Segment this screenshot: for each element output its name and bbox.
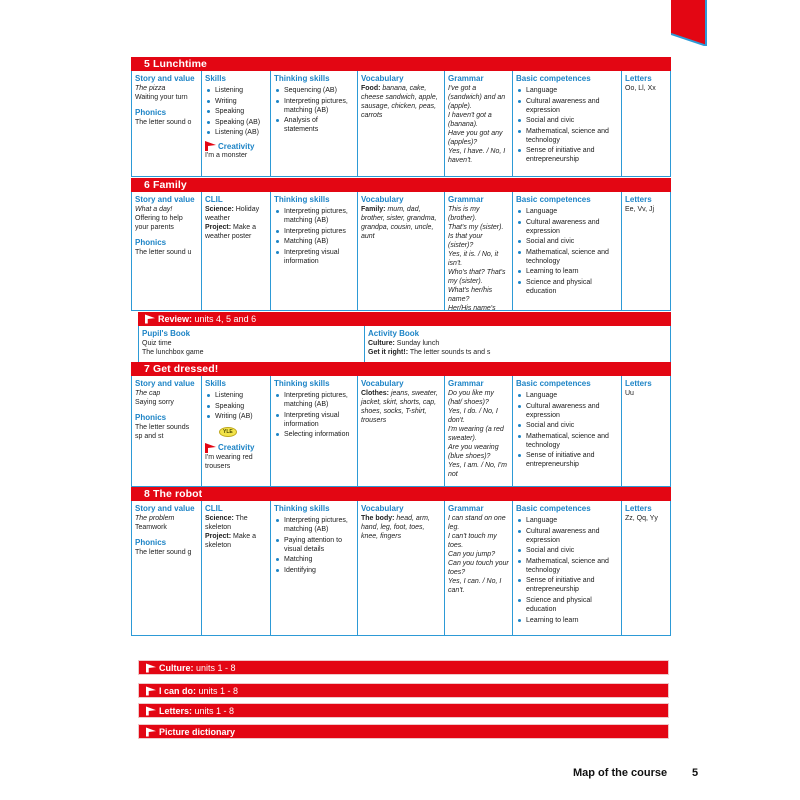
letters-heading: Letters <box>625 504 652 513</box>
unit-grid <box>131 71 671 177</box>
culture-text: Sunday lunch <box>396 340 440 347</box>
culture-label: Culture: <box>368 340 395 347</box>
get-it-right-label: Get it right!: <box>368 349 409 356</box>
unit-title-bar <box>131 362 671 376</box>
competence-item: Learning to learn <box>516 616 618 625</box>
get-it-right-text: The letter sounds ts and s <box>409 349 491 356</box>
competence-item: Mathematical, science and technology <box>516 557 618 575</box>
story-column <box>132 192 202 310</box>
grammar-line: Her/His name's <box>448 305 496 312</box>
competence-item: Cultural awareness and expression <box>516 527 618 545</box>
story-heading: Story and value <box>135 379 195 388</box>
grammar-line: I'm wearing (a red sweater). <box>448 426 504 442</box>
clil-column <box>202 501 271 635</box>
grammar-line: Yes, I am. / No, I'm not <box>448 462 507 478</box>
competence-item: Language <box>516 207 618 216</box>
thinking-heading: Thinking skills <box>274 504 330 513</box>
vocabulary-heading: Vocabulary <box>361 504 404 513</box>
unit-title-bar <box>131 487 671 501</box>
competence-item: Mathematical, science and technology <box>516 248 618 266</box>
phonics-heading: Phonics <box>135 108 167 117</box>
unit-7-section <box>131 362 671 487</box>
flag-icon <box>146 727 156 737</box>
culture-strip <box>138 660 669 675</box>
competence-item: Language <box>516 86 618 95</box>
letters-text: Ee, Vv, Jj <box>625 206 655 213</box>
grammar-line: That's my (sister). <box>448 224 504 231</box>
flag-icon <box>145 314 155 324</box>
strip-label: Culture: <box>159 663 194 673</box>
thinking-item: Sequencing (AB) <box>274 86 354 95</box>
story-heading: Story and value <box>135 195 195 204</box>
competence-item: Mathematical, science and technology <box>516 432 618 450</box>
review-bar <box>138 312 671 326</box>
skill-item: Listening <box>205 86 267 95</box>
grammar-line: Yes, I do. / No, I don't. <box>448 408 498 424</box>
letters-text: Zz, Qq, Yy <box>625 515 658 522</box>
grammar-line: Can you touch your toes? <box>448 560 509 576</box>
thinking-heading: Thinking skills <box>274 195 330 204</box>
i-can-do-strip <box>138 683 669 698</box>
review-label: Review: <box>158 314 193 324</box>
letters-text: Uu <box>625 390 634 397</box>
thinking-item: Identifying <box>274 566 354 575</box>
competence-item: Science and physical education <box>516 278 618 296</box>
skill-item: Listening (AB) <box>205 128 267 137</box>
letters-heading: Letters <box>625 195 652 204</box>
thinking-item: Paying attention to visual details <box>274 536 354 554</box>
strip-label: Letters: <box>159 706 193 716</box>
story-title: The pizza <box>135 85 166 92</box>
grammar-column <box>445 501 513 635</box>
story-title: What a day! <box>135 206 173 213</box>
vocabulary-heading: Vocabulary <box>361 74 404 83</box>
thinking-heading: Thinking skills <box>274 379 330 388</box>
competence-item: Sense of initiative and entrepreneurship <box>516 451 618 469</box>
clil-column <box>202 192 271 310</box>
picture-dictionary-strip <box>138 724 669 739</box>
clil-heading: CLIL <box>205 195 223 204</box>
grammar-line: I can't touch my toes. <box>448 533 497 549</box>
creativity-text: I'm wearing red trousers <box>205 453 253 470</box>
vocabulary-words: mum, dad, brother, sister, grandma, grandpa, cousin, uncle, aunt <box>361 206 437 240</box>
thinking-item: Interpreting pictures, matching (AB) <box>274 391 354 409</box>
competences-heading: Basic competences <box>516 74 591 83</box>
flag-icon <box>205 443 216 453</box>
unit-title: 6 Family <box>144 179 187 191</box>
phonics-heading: Phonics <box>135 538 167 547</box>
grammar-line: Who's that? That's my (sister). <box>448 269 506 285</box>
thinking-item: Interpreting visual information <box>274 411 354 429</box>
competence-item: Language <box>516 391 618 400</box>
grammar-line: I can stand on one leg. <box>448 515 506 531</box>
story-heading: Story and value <box>135 74 195 83</box>
thinking-item: Interpreting pictures, matching (AB) <box>274 97 354 115</box>
competences-column <box>513 192 622 310</box>
vocabulary-label: Clothes: <box>361 390 389 397</box>
thinking-item: Interpreting pictures <box>274 227 354 236</box>
review-units: units 4, 5 and 6 <box>194 314 257 324</box>
grammar-heading: Grammar <box>448 74 484 83</box>
skills-column <box>202 71 271 176</box>
grammar-column <box>445 376 513 486</box>
thinking-item: Interpreting pictures, matching (AB) <box>274 207 354 225</box>
skill-item: Listening <box>205 391 267 400</box>
grammar-heading: Grammar <box>448 504 484 513</box>
creativity-heading: Creativity <box>218 443 255 453</box>
thinking-item: Matching (AB) <box>274 237 354 246</box>
unit-title-bar <box>131 57 671 71</box>
pupils-book-line: Quiz time <box>142 340 172 347</box>
creativity-text: I'm a monster <box>205 152 248 160</box>
story-value: Waiting your turn <box>135 94 188 101</box>
vocabulary-label: Family: <box>361 206 386 213</box>
vocabulary-words: banana, cake, cheese sandwich, apple, sausage, chicken, peas, carrots <box>361 85 438 119</box>
clil-science-text: Holiday weather <box>205 206 260 222</box>
grammar-line: I've got a (sandwich) and an (apple). <box>448 85 506 110</box>
clil-project-label: Project: <box>205 224 232 231</box>
competences-heading: Basic competences <box>516 379 591 388</box>
letters-strip <box>138 703 669 718</box>
creativity-heading-row <box>205 141 267 151</box>
story-value: Teamwork <box>135 524 167 531</box>
skill-item: Writing (AB) <box>205 412 267 421</box>
grammar-heading: Grammar <box>448 379 484 388</box>
clil-project-text: Make a weather poster <box>205 224 256 240</box>
story-heading: Story and value <box>135 504 195 513</box>
vocabulary-column <box>358 501 445 635</box>
vocabulary-label: Food: <box>361 85 381 92</box>
flag-icon <box>146 706 156 716</box>
competences-heading: Basic competences <box>516 195 591 204</box>
grammar-line: This is my (brother). <box>448 206 480 222</box>
skills-heading: Skills <box>205 74 226 83</box>
phonics-heading: Phonics <box>135 238 167 247</box>
skill-item: Speaking (AB) <box>205 118 267 127</box>
skill-item: Speaking <box>205 402 267 411</box>
phonics-text: The letter sound g <box>135 549 192 556</box>
competence-item: Social and civic <box>516 237 618 246</box>
strip-units: units 1 - 8 <box>194 706 235 716</box>
competence-item: Learning to learn <box>516 267 618 276</box>
competence-item: Mathematical, science and technology <box>516 127 618 145</box>
vocabulary-words: jeans, sweater, jacket, skirt, shorts, cap, shoes, socks, T-shirt, trousers <box>361 390 438 424</box>
flag-icon <box>146 663 156 673</box>
clil-science-label: Science: <box>205 206 234 213</box>
clil-project-text: Make a skeleton <box>205 533 256 549</box>
grammar-line: Do you like my (hat/ shoes)? <box>448 390 494 406</box>
pupils-book-column <box>139 326 365 363</box>
unit-grid <box>131 501 671 636</box>
competence-item: Social and civic <box>516 546 618 555</box>
competence-item: Cultural awareness and expression <box>516 97 618 115</box>
competences-column <box>513 71 622 176</box>
competence-item: Sense of initiative and entrepreneurship <box>516 576 618 594</box>
activity-book-column <box>365 326 669 363</box>
story-title: The cap <box>135 390 161 397</box>
letters-heading: Letters <box>625 379 652 388</box>
strip-units: units 1 - 8 <box>196 663 236 673</box>
grammar-line: Have you got any (apples)? <box>448 130 503 146</box>
phonics-text: The letter sounds sp and st <box>135 424 190 440</box>
flag-icon <box>146 686 156 696</box>
vocabulary-heading: Vocabulary <box>361 379 404 388</box>
grammar-line: Yes, I can. / No, I can't. <box>448 578 502 594</box>
phonics-text: The letter sound o <box>135 119 192 126</box>
unit-title: 7 Get dressed! <box>144 363 219 375</box>
story-value: Offering to help your parents <box>135 215 183 231</box>
competences-column <box>513 376 622 486</box>
grammar-line: Yes, I have. / No, I haven't. <box>448 148 506 164</box>
story-column <box>132 501 202 635</box>
grammar-heading: Grammar <box>448 195 484 204</box>
grammar-line: I haven't got a (banana). <box>448 112 492 128</box>
creativity-heading-row <box>205 443 267 453</box>
unit-title-bar <box>131 178 671 192</box>
strip-label: I can do: <box>159 686 197 696</box>
unit-grid <box>131 376 671 487</box>
phonics-heading: Phonics <box>135 413 167 422</box>
letters-heading: Letters <box>625 74 652 83</box>
skills-heading: Skills <box>205 379 226 388</box>
competence-item: Cultural awareness and expression <box>516 218 618 236</box>
creativity-heading: Creativity <box>218 141 255 151</box>
phonics-text: The letter sound u <box>135 249 192 256</box>
grammar-line: Are you wearing (blue shoes)? <box>448 444 499 460</box>
activity-book-heading: Activity Book <box>368 329 420 338</box>
thinking-heading: Thinking skills <box>274 74 330 83</box>
skill-item: Writing <box>205 97 267 106</box>
competence-item: Sense of initiative and entrepreneurship <box>516 146 618 164</box>
page-number: 5 <box>692 767 699 779</box>
unit-title: 8 The robot <box>144 488 203 500</box>
grammar-line: Is that your (sister)? <box>448 233 483 249</box>
story-value: Saying sorry <box>135 399 174 406</box>
review-section <box>138 312 671 364</box>
competences-heading: Basic competences <box>516 504 591 513</box>
unit-title: 5 Lunchtime <box>144 58 207 70</box>
vocabulary-column <box>358 376 445 486</box>
thinking-column <box>271 71 358 176</box>
thinking-column <box>271 192 358 310</box>
thinking-item: Selecting information <box>274 430 354 439</box>
strip-label: Picture dictionary <box>159 727 236 737</box>
grammar-line: Can you jump? <box>448 551 496 558</box>
grammar-line: Yes, it is. / No, it isn't. <box>448 251 499 267</box>
flag-icon <box>205 141 216 151</box>
clil-project-label: Project: <box>205 533 232 540</box>
review-grid <box>138 326 671 364</box>
thinking-item: Interpreting pictures, matching (AB) <box>274 516 354 534</box>
clil-heading: CLIL <box>205 504 223 513</box>
competence-item: Language <box>516 516 618 525</box>
vocabulary-label: The body: <box>361 515 395 522</box>
page-corner-tab <box>671 0 707 46</box>
grammar-column <box>445 71 513 176</box>
strip-units: units 1 - 8 <box>198 686 239 696</box>
footer-title: Map of the course <box>573 767 668 779</box>
grammar-column <box>445 192 513 310</box>
pupils-book-line: The lunchbox game <box>142 349 204 356</box>
vocabulary-column <box>358 71 445 176</box>
clil-science-label: Science: <box>205 515 234 522</box>
letters-column <box>622 501 669 635</box>
thinking-column <box>271 501 358 635</box>
thinking-item: Matching <box>274 555 354 564</box>
vocabulary-column <box>358 192 445 310</box>
story-column <box>132 71 202 176</box>
letters-column <box>622 376 669 486</box>
unit-grid <box>131 192 671 311</box>
unit-8-section <box>131 487 671 636</box>
clil-science-text: The skeleton <box>205 515 248 531</box>
letters-column <box>622 192 669 310</box>
story-title: The problem <box>135 515 175 522</box>
grammar-line: What's her/his name? <box>448 287 493 303</box>
vocabulary-heading: Vocabulary <box>361 195 404 204</box>
competence-item: Science and physical education <box>516 596 618 614</box>
competence-item: Social and civic <box>516 116 618 125</box>
thinking-item: Analysis of statements <box>274 116 354 134</box>
unit-6-section <box>131 178 671 311</box>
thinking-column <box>271 376 358 486</box>
skills-column <box>202 376 271 486</box>
unit-5-section <box>131 57 671 177</box>
vocabulary-words: head, arm, hand, leg, foot, toes, knee, fingers <box>361 515 430 540</box>
yle-badge-icon: YLE <box>219 427 237 437</box>
letters-column <box>622 71 669 176</box>
pupils-book-heading: Pupil's Book <box>142 329 191 338</box>
competence-item: Social and civic <box>516 421 618 430</box>
letters-text: Oo, Ll, Xx <box>625 85 656 92</box>
story-column <box>132 376 202 486</box>
competences-column <box>513 501 622 635</box>
thinking-item: Interpreting visual information <box>274 248 354 266</box>
competence-item: Cultural awareness and expression <box>516 402 618 420</box>
skill-item: Speaking <box>205 107 267 116</box>
